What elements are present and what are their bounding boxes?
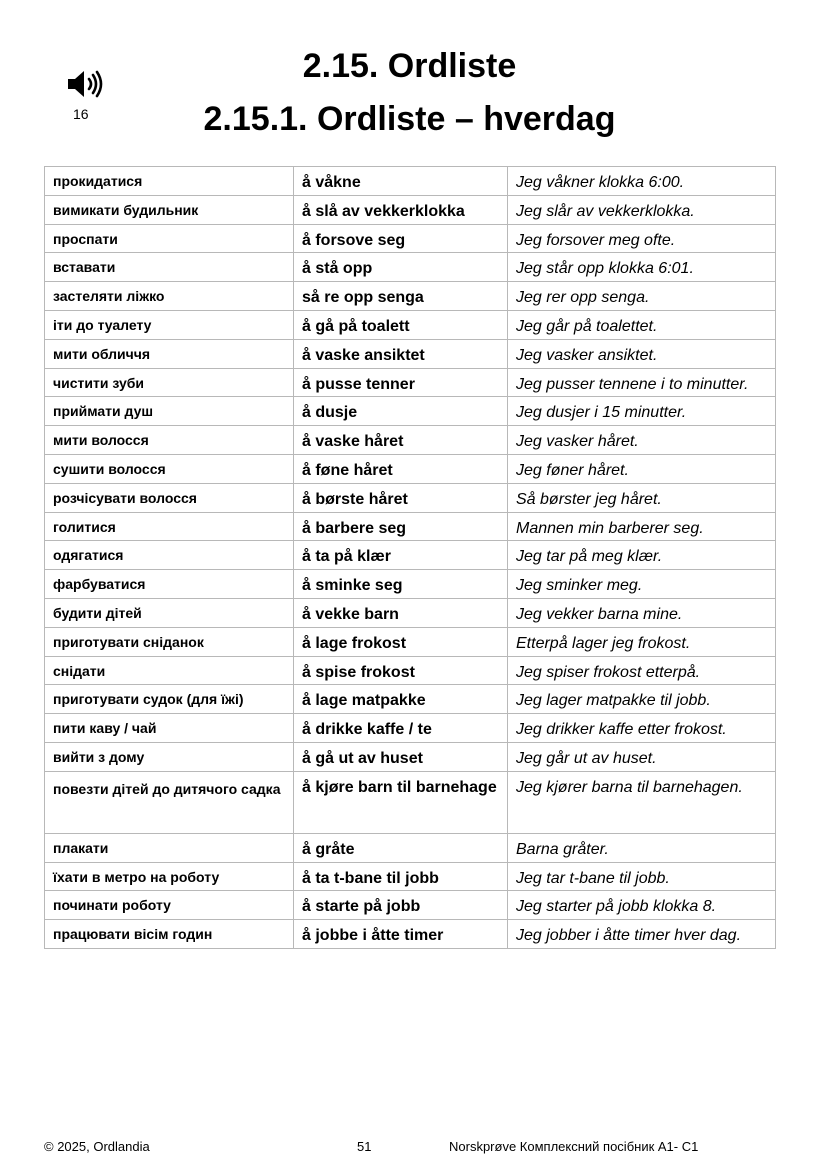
table-row	[45, 426, 776, 455]
norwegian-term: å lage frokost	[294, 627, 508, 656]
norwegian-term: å vaske ansiktet	[294, 339, 508, 368]
table-row	[45, 224, 776, 253]
table-row	[45, 195, 776, 224]
table-row	[45, 771, 776, 833]
ukrainian-term: приготувати судок (для їжі)	[45, 685, 294, 714]
example-sentence: Jeg slår av vekkerklokka.	[508, 195, 776, 224]
norwegian-term: å børste håret	[294, 483, 508, 512]
table-row	[45, 310, 776, 339]
table-row	[45, 339, 776, 368]
example-sentence: Jeg lager matpakke til jobb.	[508, 685, 776, 714]
norwegian-term: å kjøre barn til barnehage	[294, 771, 508, 833]
ukrainian-term: сушити волосся	[45, 454, 294, 483]
ukrainian-term: будити дітей	[45, 598, 294, 627]
table-row	[45, 512, 776, 541]
ukrainian-term: їхати в метро на роботу	[45, 862, 294, 891]
ukrainian-term: починати роботу	[45, 891, 294, 920]
table-row	[45, 541, 776, 570]
vocabulary-table	[44, 166, 776, 949]
table-row	[45, 167, 776, 196]
table-row	[45, 570, 776, 599]
example-sentence: Jeg spiser frokost etterpå.	[508, 656, 776, 685]
norwegian-term: å gråte	[294, 833, 508, 862]
ukrainian-term: снідати	[45, 656, 294, 685]
norwegian-term: å stå opp	[294, 253, 508, 282]
norwegian-term: å pusse tenner	[294, 368, 508, 397]
page-title: 2.15. Ordliste	[302, 47, 517, 85]
norwegian-term: å føne håret	[294, 454, 508, 483]
norwegian-term: å våkne	[294, 167, 508, 196]
ukrainian-term: проспати	[45, 224, 294, 253]
norwegian-term: å dusje	[294, 397, 508, 426]
norwegian-term: så re opp senga	[294, 282, 508, 311]
ukrainian-term: фарбуватися	[45, 570, 294, 599]
norwegian-term: å ta på klær	[294, 541, 508, 570]
table-row	[45, 742, 776, 771]
example-sentence: Jeg pusser tennene i to minutter.	[508, 368, 776, 397]
ukrainian-term: чистити зуби	[45, 368, 294, 397]
norwegian-term: å drikke kaffe / te	[294, 714, 508, 743]
ukrainian-term: застеляти ліжко	[45, 282, 294, 311]
ukrainian-term: повезти дітей до дитячого садка	[45, 771, 294, 833]
example-sentence: Barna gråter.	[508, 833, 776, 862]
table-row	[45, 920, 776, 949]
ukrainian-term: мити волосся	[45, 426, 294, 455]
ukrainian-term: приймати душ	[45, 397, 294, 426]
norwegian-term: å gå ut av huset	[294, 742, 508, 771]
ukrainian-term: одягатися	[45, 541, 294, 570]
example-sentence: Jeg tar t-bane til jobb.	[508, 862, 776, 891]
example-sentence: Jeg vekker barna mine.	[508, 598, 776, 627]
ukrainian-term: вимикати будильник	[45, 195, 294, 224]
page-subtitle: 2.15.1. Ordliste – hverdag	[203, 100, 616, 138]
example-sentence: Jeg vasker ansiktet.	[508, 339, 776, 368]
table-row	[45, 454, 776, 483]
audio-track-number: 16	[73, 106, 89, 122]
ukrainian-term: розчісувати волосся	[45, 483, 294, 512]
example-sentence: Mannen min barberer seg.	[508, 512, 776, 541]
table-row	[45, 483, 776, 512]
table-row	[45, 627, 776, 656]
ukrainian-term: вставати	[45, 253, 294, 282]
ukrainian-term: приготувати сніданок	[45, 627, 294, 656]
example-sentence: Jeg rer opp senga.	[508, 282, 776, 311]
table-row	[45, 397, 776, 426]
example-sentence: Jeg forsover meg ofte.	[508, 224, 776, 253]
norwegian-term: å forsove seg	[294, 224, 508, 253]
norwegian-term: å vekke barn	[294, 598, 508, 627]
footer-copyright: © 2025, Ordlandia	[44, 1139, 150, 1154]
table-row	[45, 714, 776, 743]
example-sentence: Jeg drikker kaffe etter frokost.	[508, 714, 776, 743]
ukrainian-term: пити каву / чай	[45, 714, 294, 743]
table-row	[45, 891, 776, 920]
footer-page-number: 51	[357, 1139, 372, 1154]
ukrainian-term: мити обличчя	[45, 339, 294, 368]
ukrainian-term: іти до туалету	[45, 310, 294, 339]
example-sentence: Jeg føner håret.	[508, 454, 776, 483]
example-sentence: Jeg går på toalettet.	[508, 310, 776, 339]
norwegian-term: å ta t-bane til jobb	[294, 862, 508, 891]
example-sentence: Jeg dusjer i 15 minutter.	[508, 397, 776, 426]
ukrainian-term: прокидатися	[45, 167, 294, 196]
example-sentence: Jeg går ut av huset.	[508, 742, 776, 771]
norwegian-term: å barbere seg	[294, 512, 508, 541]
norwegian-term: å starte på jobb	[294, 891, 508, 920]
norwegian-term: å lage matpakke	[294, 685, 508, 714]
norwegian-term: å slå av vekkerklokka	[294, 195, 508, 224]
example-sentence: Så børster jeg håret.	[508, 483, 776, 512]
example-sentence: Jeg starter på jobb klokka 8.	[508, 891, 776, 920]
example-sentence: Jeg våkner klokka 6:00.	[508, 167, 776, 196]
table-row	[45, 862, 776, 891]
example-sentence: Jeg sminker meg.	[508, 570, 776, 599]
example-sentence: Jeg står opp klokka 6:01.	[508, 253, 776, 282]
table-row	[45, 368, 776, 397]
example-sentence: Jeg jobber i åtte timer hver dag.	[508, 920, 776, 949]
example-sentence: Etterpå lager jeg frokost.	[508, 627, 776, 656]
table-row	[45, 833, 776, 862]
norwegian-term: å jobbe i åtte timer	[294, 920, 508, 949]
table-row	[45, 656, 776, 685]
example-sentence: Jeg kjører barna til barnehagen.	[508, 771, 776, 833]
ukrainian-term: голитися	[45, 512, 294, 541]
example-sentence: Jeg tar på meg klær.	[508, 541, 776, 570]
norwegian-term: å vaske håret	[294, 426, 508, 455]
norwegian-term: å sminke seg	[294, 570, 508, 599]
example-sentence: Jeg vasker håret.	[508, 426, 776, 455]
norwegian-term: å gå på toalett	[294, 310, 508, 339]
norwegian-term: å spise frokost	[294, 656, 508, 685]
table-row	[45, 253, 776, 282]
ukrainian-term: працювати вісім годин	[45, 920, 294, 949]
footer-book-title: Norskprøve Комплексний посібник A1- C1	[449, 1139, 699, 1154]
table-row	[45, 598, 776, 627]
ukrainian-term: плакати	[45, 833, 294, 862]
ukrainian-term: вийти з дому	[45, 742, 294, 771]
table-row	[45, 685, 776, 714]
table-row	[45, 282, 776, 311]
